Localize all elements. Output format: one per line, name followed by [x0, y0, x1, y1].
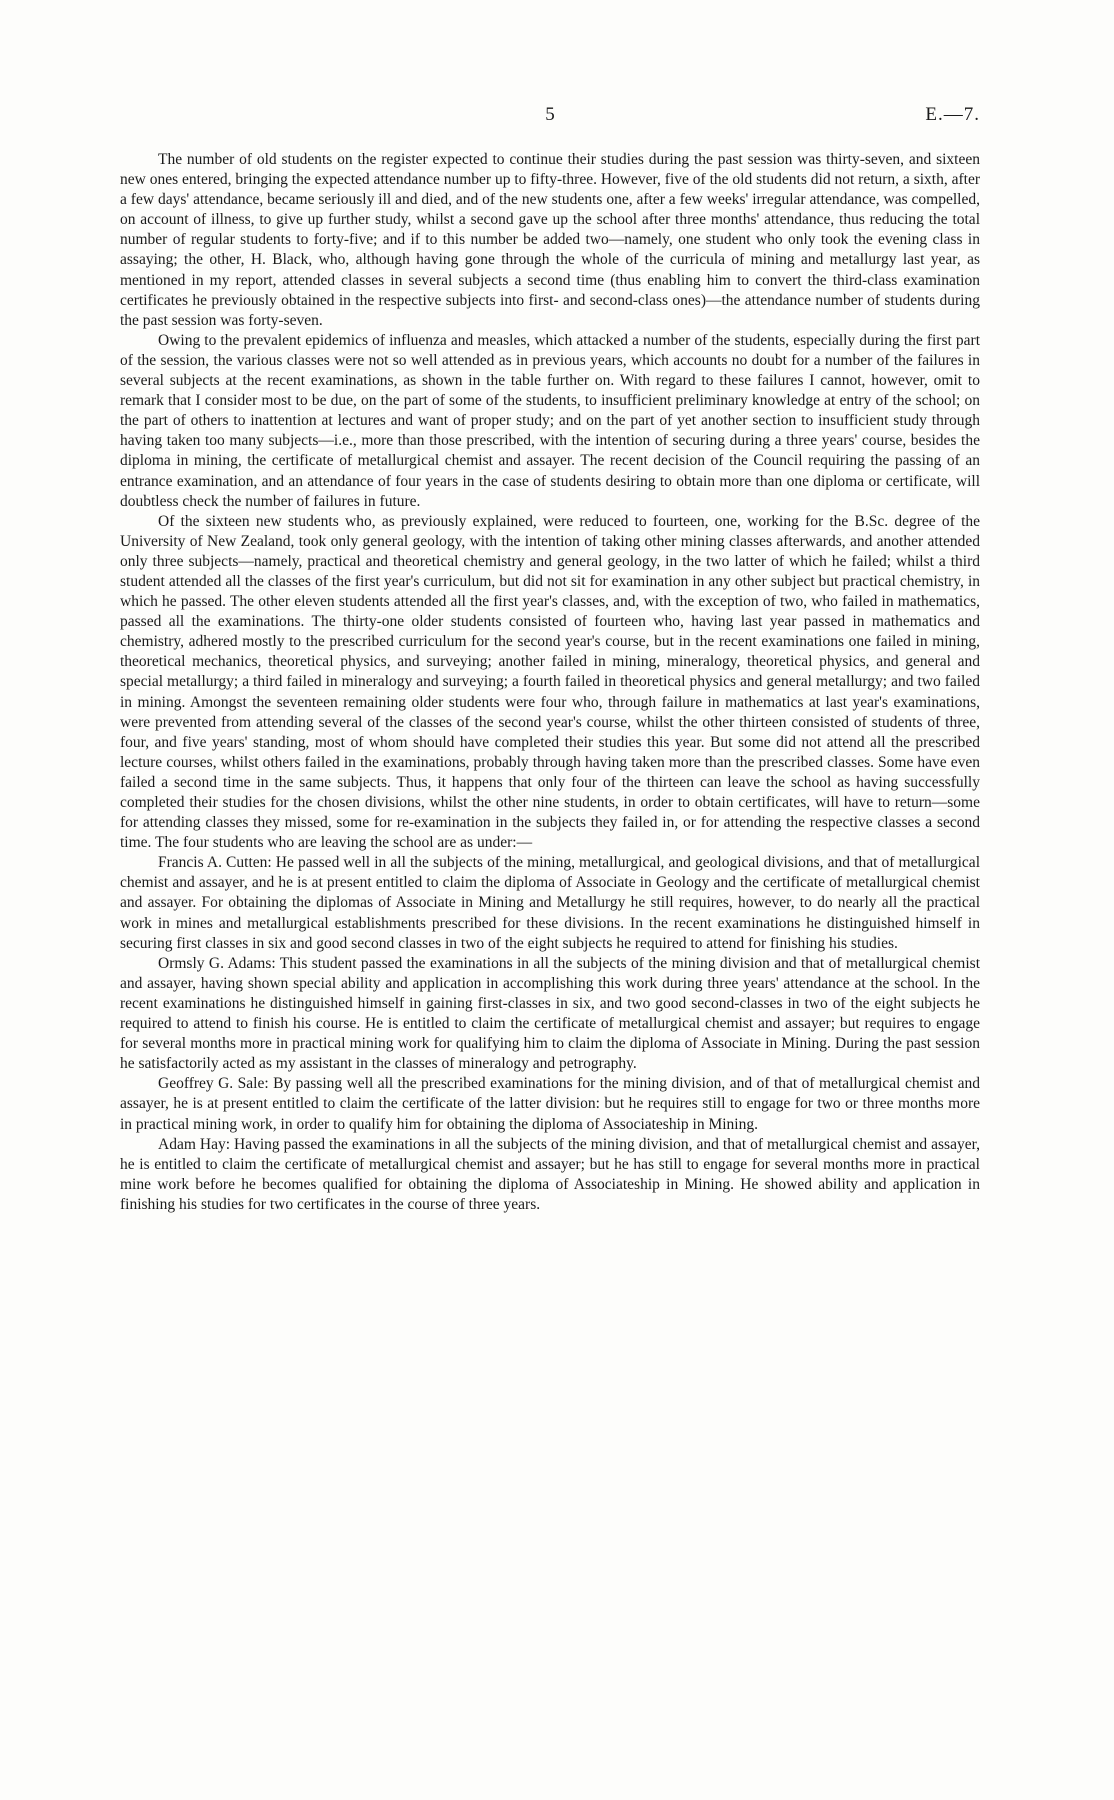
paragraph-student-hay: Adam Hay: Having passed the examinations in all the subjects of the mining division, and that of metallurgical chemist and assayer, he is entitled to claim the certificate of metallurgical chemist and assayer; but he has still to engage for several months more in practical mine work before he becomes qualified for obtaining the diploma of Associateship in Mining. He showed ability and application in finishing his studies for two certificates in the course of three years. — [120, 1135, 980, 1213]
page-header — [120, 104, 980, 128]
report-body — [120, 150, 980, 1215]
paragraph-epidemics-failures: Owing to the prevalent epidemics of influenza and measles, which attacked a number of the students, especially during the first part of the session, the various classes were not so well attended as in previous years, which accounts no doubt for a number of the failures in several subjects at the recent examinations, as shown in the table further on. With regard to these failures I cannot, however, omit to remark that I consider most to be due, on the part of some of the students, to insufficient preliminary knowledge at entry of the school; on the part of others to inattention at lectures and want of proper study; and on the part of yet another section to insufficient study through having taken too many subjects—i.e., more than those prescribed, with the intention of securing during a three years' course, besides the diploma in mining, the certificate of metallurgical chemist and assayer. The recent decision of the Council requiring the passing of an entrance examination, and an attendance of four years in the case of students desiring to obtain more than one diploma or certificate, will doubtless check the number of failures in future. — [120, 331, 980, 510]
paragraph-attendance: The number of old students on the register expected to continue their studies during the past session was thirty-seven, and sixteen new ones entered, bringing the expected attendance number up to fifty-three. However, five of the old students did not return, a sixth, after a few days' attendance, became seriously ill and died, and of the new students one, after a few weeks' irregular attendance, was compelled, on account of illness, to give up further study, whilst a second gave up the school after three months' attendance, thus reducing the total number of regular students to forty-five; and if to this number be added two—namely, one student who only took the evening class in assaying; the other, H. Black, who, although having gone through the whole of the curricula of mining and metallurgy last year, as mentioned in my report, attended classes in several subjects a second time (thus enabling him to convert the third-class examination certificates he previously obtained in the respective subjects into first- and second-class ones)—the attendance number of students during the past session was forty-seven. — [120, 151, 980, 329]
paragraph-new-and-old-students: Of the sixteen new students who, as previously explained, were reduced to fourteen, one, working for the B.Sc. degree of the University of New Zealand, took only general geology, with the intention of taking other mining classes afterwards, and another attended only three subjects—namely, practical and theoretical chemistry and general geology, in the two latter of which he failed; whilst a third student attended all the classes of the first year's curriculum, but did not sit for examination in any other subject but practical chemistry, in which he passed. The other eleven students attended all the first year's classes, and, with the exception of two, who failed in mathematics, passed all the examinations. The thirty-one older students consisted of fourteen who, having last year passed in mathematics and chemistry, adhered mostly to the prescribed curriculum for the second year's course, but in the recent examinations one failed in mining, theoretical mechanics, theoretical physics, and surveying; another failed in mining, mineralogy, theoretical physics, and general and special metallurgy; a third failed in mineralogy and surveying; a fourth failed in theoretical physics and general metallurgy; and two failed in mining. Amongst the seventeen remaining older students were four who, through failure in mathematics at last year's examinations, were prevented from attending several of the classes of the second year's course, whilst the other thirteen consisted of students of three, four, and five years' standing, most of whom should have completed their studies this year. But some did not attend all the prescribed lecture courses, whilst others failed in the examinations, probably through having taken more than the prescribed classes. Some have even failed a second time in the same subjects. Thus, it happens that only four of the thirteen can leave the school as having successfully completed their studies for the chosen divisions, whilst the other nine students, in order to obtain certificates, will have to return—some for attending classes they missed, some for re-examination in the subjects they failed in, or for attending the respective classes a second time. The four students who are leaving the school are as under:— — [120, 512, 980, 852]
document-reference: E.—7. — [925, 104, 980, 125]
page-number: 5 — [545, 104, 555, 125]
paragraph-student-adams: Ormsly G. Adams: This student passed the examinations in all the subjects of the mining division and that of metallurgical chemist and assayer, having shown special ability and application in accomplishing this work during three years' attendance at the school. In the recent examinations he distinguished himself in gaining first-classes in six, and two good second-classes in two of the eight subjects he required to attend to finish his course. He is entitled to claim the certificate of metallurgical chemist and assayer; but requires to engage for several months more in practical mining work for qualifying him to claim the diploma of Associate in Mining. During the past session he satisfactorily acted as my assistant in the classes of mineralogy and petrography. — [120, 954, 980, 1073]
paragraph-student-cutten: Francis A. Cutten: He passed well in all the subjects of the mining, metallurgical, and geological divisions, and that of metallurgical chemist and assayer, and he is at present entitled to claim the diploma of Associate in Geology and the certificate of metallurgical chemist and assayer. For obtaining the diplomas of Associate in Mining and Metallurgy he still requires, however, to do nearly all the practical work in mines and metallurgical establishments prescribed for these divisions. In the recent examinations he distinguished himself in securing first classes in six and good second classes in two of the eight subjects he required to attend for finishing his studies. — [120, 854, 980, 952]
paragraph-student-sale: Geoffrey G. Sale: By passing well all the prescribed examinations for the mining division, and of that of metallurgical chemist and assayer, he is at present entitled to claim the certificate of the latter division: but he requires still to engage for two or three months more in practical mining work, in order to qualify him for obtaining the diploma of Associateship in Mining. — [120, 1075, 980, 1133]
